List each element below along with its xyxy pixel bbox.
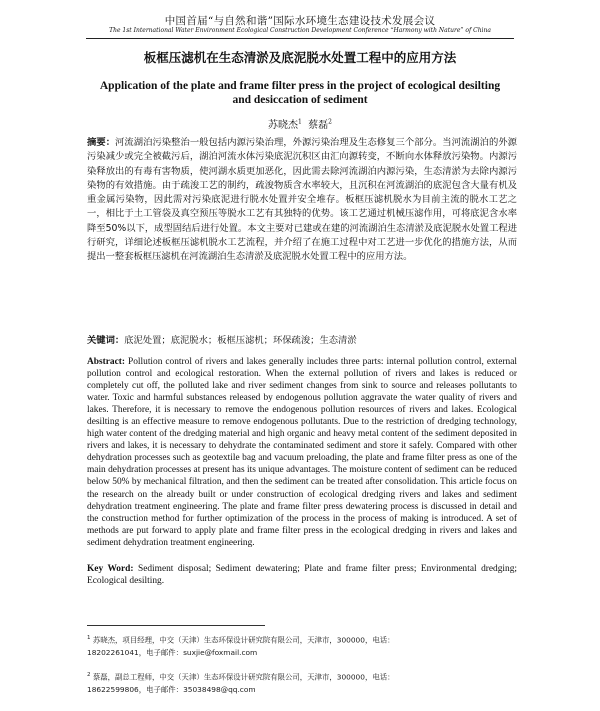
keywords-cn	[87, 334, 517, 348]
header-divider	[86, 38, 514, 39]
footnote-author-1	[87, 632, 517, 659]
abstract-cn	[87, 136, 517, 265]
keywords-en-label: Key Word:	[87, 564, 134, 574]
author-name: 苏晓杰	[267, 120, 298, 131]
footnote-mark: 2	[87, 672, 91, 678]
author-mark: 1	[297, 118, 302, 126]
keywords-cn-label: 关键词：	[87, 335, 125, 346]
abstract-cn-text: 河流湖泊污染整治一般包括内源污染治理，外源污染治理及生态修复三个部分。当河流湖泊的外源污染减少或完全被截污后，湖泊河流水体污染底泥沉积区由汇向源转变，不断向水体释放污染物。内源污染释放出的有毒有害物质，使河湖水质更加恶化，因此需去除河流湖泊内源污染，生态清淤为去除内源污染物的有效措施。由于疏浚工艺的制约，疏浚物质含水率较大，且沉积在河流湖泊的底泥包含大量有机及重金属污染物，因此需对污染底泥进行脱水处置并安全堆存。板框压滤机脱水为目前主流的脱水工艺之一，相比于土工管袋及真空预压等脱水工艺有其独特的优势。该工艺通过机械压滤作用，可将底泥含水率降至50%以下，成型固结后进行处置。本文主要对已建或在建的河流湖泊生态清淤及底泥脱水处置工程进行研究，详细论述板框压滤机脱水工艺流程，并介绍了在施工过程中对工艺进一步优化的措施方法，从而提出一整套板框压滤机在河流湖泊生态清淤及底泥脱水处置工程中的应用方法。	[87, 137, 517, 263]
footnote-mark: 1	[87, 635, 91, 641]
footnote-divider	[87, 625, 265, 626]
abstract-en	[87, 356, 517, 549]
keywords-en-text: Sediment disposal; Sediment dewatering; Plate and frame filter press; Environmental dredging; Ecological desilting.	[87, 564, 518, 587]
footnote-line: 苏晓杰，项目经理，中交（天津）生态环保设计研究院有限公司，天津市，300000，电话：	[92, 635, 395, 645]
keywords-en	[87, 563, 517, 587]
author-mark: 2	[328, 118, 332, 126]
paper-title-en: Application of the plate and frame filter press in the project of ecological desilting and desiccation of sediment	[99, 80, 501, 106]
footnote-line: 18202261041，电子邮件：suxjie@foxmail.com	[87, 647, 258, 657]
footnote-line: 蔡磊，副总工程师，中交（天津）生态环保设计研究院有限公司，天津市，300000，电话：	[92, 672, 395, 682]
footnote-line: 18622599806，电子邮件：35038498@qq.com	[87, 684, 256, 694]
footnote-author-2	[87, 669, 517, 696]
abstract-en-text: Pollution control of rivers and lakes generally includes three parts: internal pollution control, external pollution control and ecological restoration. When the external pollution of rivers and lakes is reduced or completely cut off, the polluted lake and river sediment changes from sink to source and releases pollutants to water. Toxic and harmful substances released by endogenous pollution aggravate the water quality of rivers and lakes. Therefore, it is necessary to remove the endogenous pollution resources of rivers and lakes. Ecological desilting is an effective measure to remove endogenous pollutants. Due to the restriction of dredging technology, high water content of the dredging material and high organic and heavy metal content of the sediment deposited in rivers and lakes, it is necessary to dehydrate the contaminated sediment and store it safely. Compared with other dehydration processes such as geotextile bag and vacuum preloading, the plate and frame filter press as one of the main dehydration processes at present has its unique advantages. The moisture content of sediment can be reduced below 50% by mechanical filtration, and then the sediment can be treated after consolidation. This article focus on the research on the already built or under construction of ecological dredging rivers and lakes and sediment dehydration treatment engineering. The plate and frame filter press dewatering process is discussed in detail and the construction method for further optimization of the process in the process of making is introduced. A set of methods are put forward to apply plate and frame filter press in the ecological dredging in rivers and lakes and sediment dehydration treatment engineering.	[87, 357, 518, 548]
author-line	[0, 116, 600, 131]
paper-title-cn: 板框压滤机在生态清淤及底泥脱水处置工程中的应用方法	[143, 50, 457, 65]
conference-title-en: The 1st International Water Environment Ecological Construction Development Conference “Harmony with Nature” of China	[109, 27, 491, 34]
abstract-en-label: Abstract:	[87, 357, 126, 367]
keywords-cn-text: 底泥处置；底泥脱水；板框压滤机；环保疏浚；生态清淤	[124, 335, 357, 346]
conference-title-cn: 中国首届“与自然和谐”国际水环境生态建设技术发展会议	[164, 15, 436, 27]
abstract-cn-label: 摘要：	[87, 137, 116, 148]
author-name: 蔡磊	[308, 120, 329, 131]
